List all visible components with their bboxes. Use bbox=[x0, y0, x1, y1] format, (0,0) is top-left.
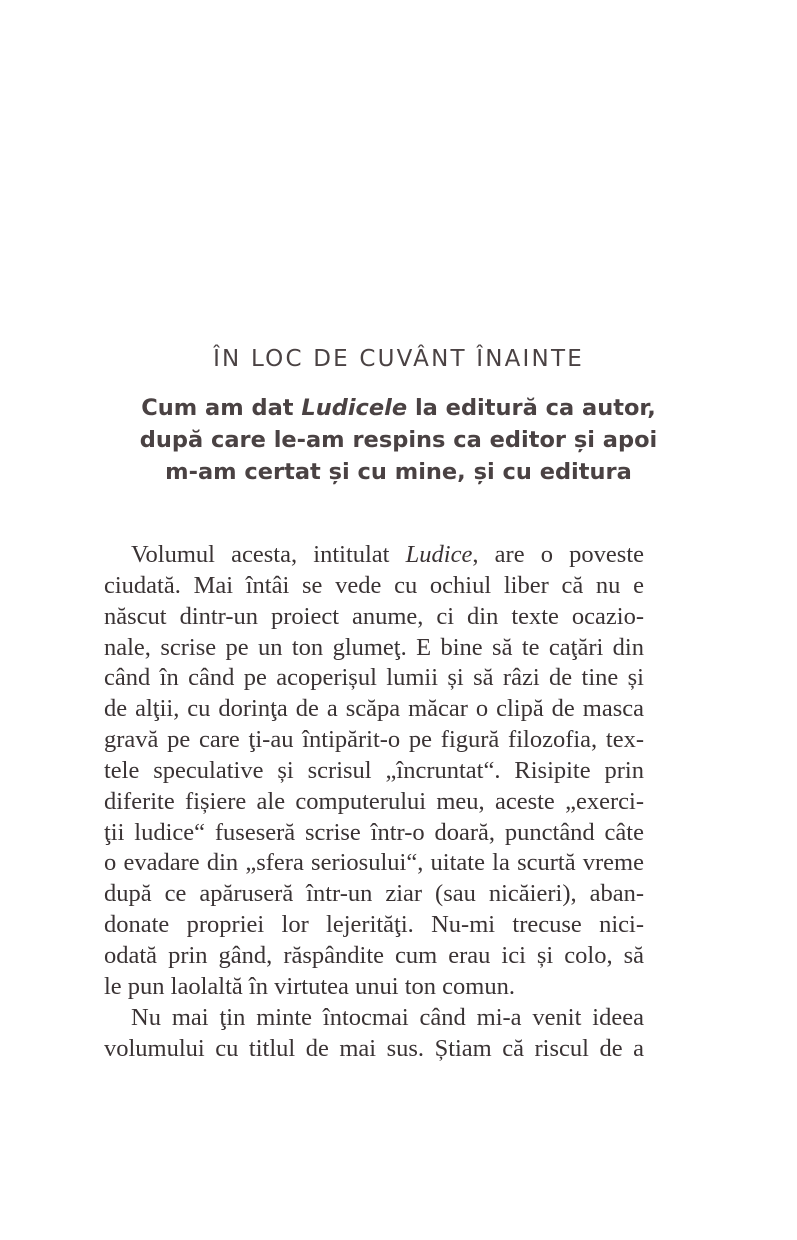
subtitle-line-1-start: Cum am dat bbox=[141, 395, 302, 421]
subtitle-line-2: după care le-am respins ca editor și apoi bbox=[139, 427, 658, 453]
body-text bbox=[104, 540, 644, 1064]
chapter-title: ÎN LOC DE CUVÂNT ÎNAINTE bbox=[213, 346, 584, 372]
subtitle-line-3: m-am certat și cu mine, și cu editura bbox=[165, 459, 632, 485]
text-line: diferite fișiere ale computerului meu, aceste „exerci- bbox=[104, 787, 644, 815]
text-line: ţii ludice“ fuseseră scrise într-o doară, punctând câte bbox=[104, 818, 644, 846]
text-line-end: , are o poveste bbox=[472, 541, 645, 568]
subtitle-line-1-end: la editură ca autor, bbox=[407, 395, 656, 421]
text-line: odată prin gând, răspândite cum erau ici și colo, să bbox=[104, 941, 644, 969]
paragraph-2 bbox=[104, 1003, 644, 1065]
chapter-subtitle bbox=[90, 392, 707, 488]
book-title-inline: Ludice bbox=[405, 541, 473, 568]
text-line: o evadare din „sfera seriosului“, uitate la scurtă vreme bbox=[104, 849, 644, 877]
text-line: tele speculative și scrisul „încruntat“. Risipite prin bbox=[104, 756, 644, 784]
text-line: gravă pe care ţi-au întipărit-o pe figură filozofia, tex- bbox=[104, 726, 644, 754]
text-line-start: Volumul acesta, intitulat bbox=[131, 541, 406, 568]
text-line: le pun laolaltă în virtutea unui ton comun. bbox=[104, 972, 515, 1000]
paragraph-1 bbox=[104, 540, 644, 1003]
text-line: nale, scrise pe un ton glumeţ. E bine să te caţări din bbox=[104, 633, 644, 661]
text-line: volumului cu titlul de mai sus. Știam că riscul de a bbox=[104, 1034, 644, 1062]
text-line: Nu mai ţin minte întocmai când mi-a venit ideea bbox=[131, 1003, 644, 1031]
text-line: ciudată. Mai întâi se vede cu ochiul liber că nu e bbox=[104, 571, 644, 599]
text-line: după ce apăruseră într-un ziar (sau nicăieri), aban- bbox=[104, 880, 644, 908]
text-line: când în când pe acoperișul lumii și să râzi de tine și bbox=[104, 664, 644, 692]
subtitle-line-1 bbox=[90, 392, 707, 424]
text-line: născut dintr-un proiect anume, ci din texte ocazio- bbox=[104, 602, 644, 630]
text-line bbox=[104, 540, 644, 571]
subtitle-book-title: Ludicele bbox=[301, 395, 408, 421]
text-line: de alţii, cu dorinţa de a scăpa măcar o clipă de masca bbox=[104, 695, 644, 723]
text-line: donate propriei lor lejerităţi. Nu-mi trecuse nici- bbox=[104, 911, 644, 939]
